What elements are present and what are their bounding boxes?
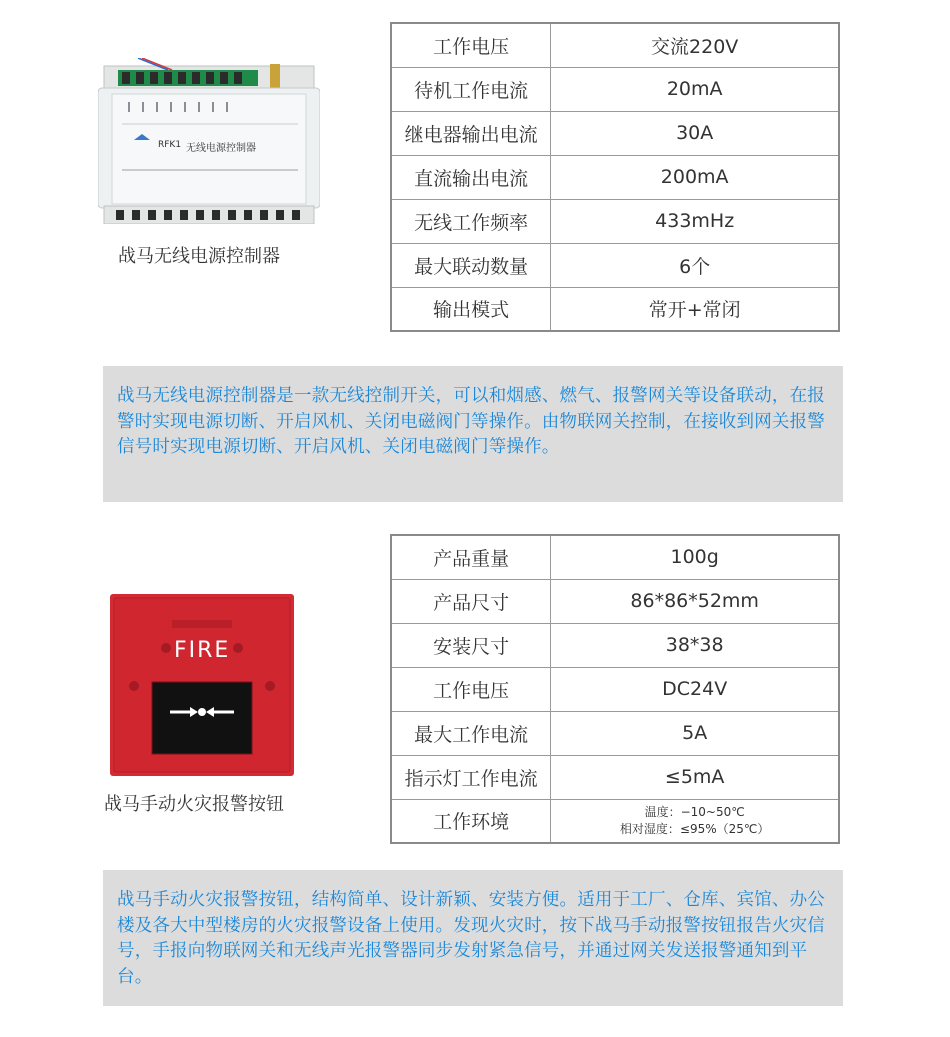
table-row bbox=[391, 535, 839, 579]
table-row bbox=[391, 67, 839, 111]
product-caption: 战马无线电源控制器 bbox=[118, 246, 280, 267]
spec-value: 常开+常闭 bbox=[551, 287, 839, 331]
table-row bbox=[391, 623, 839, 667]
spec-value: 5A bbox=[551, 711, 839, 755]
table-row bbox=[391, 579, 839, 623]
table-row bbox=[391, 243, 839, 287]
spec-key: 最大联动数量 bbox=[391, 243, 551, 287]
description-box bbox=[103, 870, 843, 1006]
fire-alarm-button-image bbox=[110, 594, 294, 776]
spec-value: 100g bbox=[551, 535, 839, 579]
table-row bbox=[391, 799, 839, 843]
spec-value: 433mHz bbox=[551, 199, 839, 243]
spec-value: 6个 bbox=[551, 243, 839, 287]
spec-table bbox=[390, 534, 840, 844]
spec-key: 指示灯工作电流 bbox=[391, 755, 551, 799]
spec-value: 200mA bbox=[551, 155, 839, 199]
spec-key: 工作电压 bbox=[391, 23, 551, 67]
table-row bbox=[391, 155, 839, 199]
table-row bbox=[391, 111, 839, 155]
spec-value-line: 相对湿度：≤95%（25℃） bbox=[619, 821, 770, 836]
device-model-label: RFK1 bbox=[158, 140, 182, 150]
spec-key: 继电器输出电流 bbox=[391, 111, 551, 155]
spec-key: 工作环境 bbox=[391, 799, 551, 843]
fire-label: FIRE bbox=[174, 638, 231, 663]
spec-key: 直流输出电流 bbox=[391, 155, 551, 199]
device-name-label: 无线电源控制器 bbox=[186, 143, 256, 154]
table-row bbox=[391, 711, 839, 755]
spec-key: 最大工作电流 bbox=[391, 711, 551, 755]
spec-value-line: 温度：−10~50℃ bbox=[644, 804, 745, 819]
spec-key: 待机工作电流 bbox=[391, 67, 551, 111]
spec-key: 产品重量 bbox=[391, 535, 551, 579]
description-text: 战马手动火灾报警按钮，结构简单、设计新颖、安装方便。适用于工厂、仓库、宾馆、办公楼及各大中型楼房的火灾报警设备上使用。发现火灾时，按下战马手动报警按钮报告火灾信号，手报向物联网关和无线声光报警器同步发射紧急信号，并通过网关发送报警通知到平台。 bbox=[117, 890, 825, 987]
spec-value: ≤5mA bbox=[551, 755, 839, 799]
wireless-power-controller-image bbox=[98, 58, 320, 224]
spec-value: 30A bbox=[551, 111, 839, 155]
spec-key: 工作电压 bbox=[391, 667, 551, 711]
table-row bbox=[391, 199, 839, 243]
spec-table bbox=[390, 22, 840, 332]
spec-key: 输出模式 bbox=[391, 287, 551, 331]
spec-value: 86*86*52mm bbox=[551, 579, 839, 623]
table-row bbox=[391, 667, 839, 711]
table-row bbox=[391, 287, 839, 331]
spec-key: 产品尺寸 bbox=[391, 579, 551, 623]
spec-value-multiline bbox=[551, 799, 839, 843]
spec-value: 20mA bbox=[551, 67, 839, 111]
table-row bbox=[391, 755, 839, 799]
spec-key: 安装尺寸 bbox=[391, 623, 551, 667]
spec-value: DC24V bbox=[551, 667, 839, 711]
description-text: 战马无线电源控制器是一款无线控制开关，可以和烟感、燃气、报警网关等设备联动，在报警时实现电源切断、开启风机、关闭电磁阀门等操作。由物联网关控制，在接收到网关报警信号时实现电源切断、开启风机、关闭电磁阀门等操作。 bbox=[117, 386, 825, 457]
spec-key: 无线工作频率 bbox=[391, 199, 551, 243]
spec-value: 38*38 bbox=[551, 623, 839, 667]
spec-value: 交流220V bbox=[551, 23, 839, 67]
product-caption: 战马手动火灾报警按钮 bbox=[104, 794, 284, 815]
table-row bbox=[391, 23, 839, 67]
description-box bbox=[103, 366, 843, 502]
